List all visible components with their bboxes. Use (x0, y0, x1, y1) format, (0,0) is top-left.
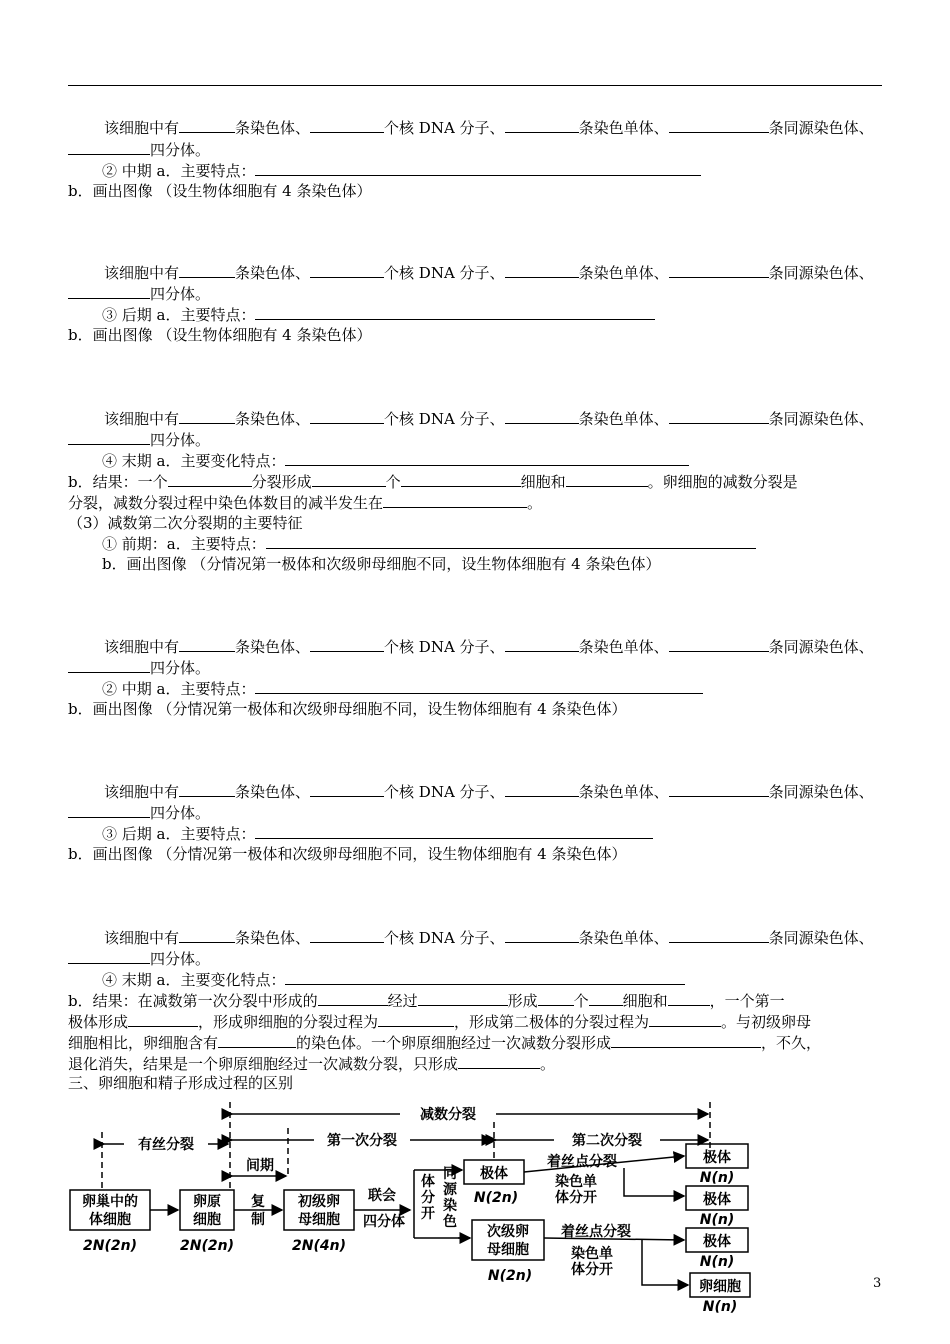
blank[interactable] (505, 117, 579, 133)
cell-text: 四分体。 (150, 141, 211, 159)
blank[interactable] (589, 990, 623, 1006)
result-text: 极体形成 (68, 1013, 129, 1031)
blank[interactable] (310, 117, 384, 133)
draw-line: b．画出图像 （分情况第一极体和次级卵母细胞不同，设生物体细胞有 4 条染色体） (102, 555, 661, 573)
section-title: （3）减数第二次分裂期的主要特征 (68, 514, 303, 532)
result-text: 的染色体。一个卵原细胞经过一次减数分裂形成 (296, 1034, 612, 1052)
result-line-3 (68, 1032, 821, 1053)
result-text: ，一个第一 (709, 992, 785, 1010)
blank[interactable] (418, 990, 508, 1006)
blank[interactable] (310, 636, 384, 652)
cell-text: 条同源染色体、 (768, 783, 874, 801)
cell-text: 条染色体、 (235, 929, 311, 947)
meiosis-label: 减数分裂 (420, 1107, 476, 1123)
cell-text: 条染色单体、 (578, 783, 669, 801)
centromere-label: 着丝点分裂 (561, 1224, 631, 1240)
blank[interactable] (68, 657, 150, 673)
page-number: 3 (873, 1276, 882, 1291)
result-text: 分裂形成 (251, 473, 312, 491)
blank[interactable] (378, 1011, 454, 1027)
anaphase-label: ③ 后期 a．主要特点： (102, 825, 256, 843)
blank[interactable] (255, 160, 701, 176)
second-division-label: 第二次分裂 (572, 1133, 642, 1149)
cell-text: 条同源染色体、 (768, 119, 874, 137)
blank[interactable] (179, 636, 235, 652)
blank[interactable] (128, 1011, 198, 1027)
cell-text: 条染色体、 (235, 783, 311, 801)
cell-text: 该细胞中有 (104, 638, 180, 656)
cell-text: 条同源染色体、 (768, 410, 874, 428)
blank[interactable] (611, 1032, 761, 1048)
blank[interactable] (68, 429, 150, 445)
prophase-label: ① 前期：a．主要特点： (102, 535, 266, 553)
blank[interactable] (649, 1011, 721, 1027)
cell-text: 条染色体、 (235, 638, 311, 656)
cell-count-line (68, 781, 874, 802)
blank[interactable] (669, 927, 769, 943)
tetrad-line (68, 657, 210, 678)
polar-n-label: N(2n) (473, 1190, 519, 1206)
homolog-label: 染 (443, 1198, 457, 1214)
egg-n-label: N(n) (702, 1299, 738, 1315)
oogonium-label: 细胞 (193, 1212, 221, 1228)
cell-text: 该细胞中有 (104, 410, 180, 428)
blank[interactable] (401, 471, 521, 487)
blank[interactable] (68, 948, 150, 964)
blank[interactable] (538, 990, 574, 1006)
blank[interactable] (168, 471, 252, 487)
metaphase-line (102, 160, 701, 181)
homolog-label: 同 (443, 1166, 457, 1182)
tetrad-label: 四分体 (363, 1214, 405, 1230)
blank[interactable] (218, 1032, 296, 1048)
cell-text: 该细胞中有 (104, 264, 180, 282)
tetrad-line (68, 283, 210, 304)
blank[interactable] (566, 471, 648, 487)
result-line-4 (68, 1053, 555, 1074)
metaphase-label: ② 中期 a．主要特点： (102, 162, 256, 180)
cell-text: 条染色单体、 (578, 410, 669, 428)
blank[interactable] (179, 781, 235, 797)
blank[interactable] (310, 927, 384, 943)
cell-text: 四分体。 (150, 285, 211, 303)
result-line-2 (68, 492, 542, 513)
blank[interactable] (179, 262, 235, 278)
cell-count-line (68, 408, 874, 429)
blank[interactable] (312, 471, 386, 487)
blank[interactable] (255, 304, 655, 320)
result-text: 。 (527, 494, 543, 512)
result-text: 。 (540, 1055, 556, 1073)
blank[interactable] (266, 533, 756, 549)
blank[interactable] (179, 117, 235, 133)
result-text: ，形成第二极体的分裂过程为 (454, 1013, 650, 1031)
metaphase-label: ② 中期 a．主要特点： (102, 680, 256, 698)
cell-text: 条染色体、 (235, 264, 311, 282)
primary-oocyte-label: 初级卵 (298, 1194, 340, 1210)
draw-line: b．画出图像 （分情况第一极体和次级卵母细胞不同，设生物体细胞有 4 条染色体） (68, 845, 627, 863)
cell-text: 四分体。 (150, 431, 211, 449)
cell-text: 四分体。 (150, 659, 211, 677)
blank[interactable] (505, 636, 579, 652)
result-line-2 (68, 1011, 811, 1032)
blank[interactable] (285, 969, 685, 985)
blank[interactable] (669, 117, 769, 133)
homolog-label: 色 (443, 1214, 457, 1230)
anaphase-label: ③ 后期 a．主要特点： (102, 306, 256, 324)
prophase-line (102, 533, 756, 554)
oogonium-n-label: 2N(2n) (180, 1238, 234, 1254)
blank[interactable] (505, 927, 579, 943)
cell-text: 条染色体、 (235, 410, 311, 428)
result-line (68, 990, 785, 1011)
cell-text: 条染色单体、 (578, 638, 669, 656)
ovary-cell-label: 体细胞 (89, 1212, 131, 1228)
blank[interactable] (285, 450, 689, 466)
polar-body-label: 极体 (703, 1150, 731, 1166)
egg-cell-label: 卵细胞 (699, 1279, 741, 1295)
cell-count-line (68, 117, 874, 138)
primary-n-label: 2N(4n) (292, 1238, 346, 1254)
result-text: 。与初级卵母 (721, 1013, 812, 1031)
polar-n-label: N(n) (699, 1254, 735, 1270)
cell-count-line (68, 636, 874, 657)
telophase-line (102, 450, 689, 471)
homolog-label: 源 (443, 1182, 457, 1198)
chromatid-label: 体分开 (555, 1190, 597, 1206)
cell-text: 条染色单体、 (578, 264, 669, 282)
secondary-oocyte-label: 母细胞 (487, 1242, 529, 1258)
result-text: 个 (385, 473, 401, 491)
blank[interactable] (669, 262, 769, 278)
ovary-cell-label: 卵巢中的 (82, 1194, 138, 1210)
cell-count-line (68, 927, 874, 948)
centromere-label: 着丝点分裂 (547, 1154, 617, 1170)
result-text: ，形成卵细胞的分裂过程为 (198, 1013, 379, 1031)
cell-text: 条染色体、 (235, 119, 311, 137)
cell-count-line (68, 262, 874, 283)
chromatid-label: 体分开 (571, 1262, 613, 1278)
polar-n-label: N(n) (699, 1170, 735, 1186)
cell-text: 四分体。 (150, 804, 211, 822)
blank[interactable] (255, 678, 703, 694)
cell-text: 条同源染色体、 (768, 929, 874, 947)
blank[interactable] (68, 139, 150, 155)
result-text: b．结果：一个 (68, 473, 168, 491)
polar-body-label: 极体 (480, 1166, 508, 1182)
blank[interactable] (310, 408, 384, 424)
cell-text: 个核 DNA 分子、 (384, 783, 505, 801)
result-text: 退化消失，结果是一个卵原细胞经过一次减数分裂，只形成 (68, 1055, 459, 1073)
tetrad-line (68, 139, 210, 160)
cell-text: 该细胞中有 (104, 119, 180, 137)
oogenesis-diagram (64, 1098, 764, 1318)
draw-line: b．画出图像 （设生物体细胞有 4 条染色体） (68, 182, 372, 200)
metaphase-line (102, 678, 703, 699)
blank[interactable] (68, 802, 150, 818)
result-text: ，不久， (761, 1034, 822, 1052)
telophase-line (102, 969, 685, 990)
blank[interactable] (68, 283, 150, 299)
cell-text: 个核 DNA 分子、 (384, 638, 505, 656)
result-text: 经过 (387, 992, 418, 1010)
polar-n-label: N(n) (699, 1212, 735, 1228)
result-text: 个 (573, 992, 589, 1010)
chromatid-label: 染色单 (571, 1246, 613, 1262)
cell-text: 四分体。 (150, 950, 211, 968)
blank[interactable] (505, 781, 579, 797)
cell-text: 该细胞中有 (104, 783, 180, 801)
synapsis-label: 联会 (368, 1188, 396, 1204)
blank[interactable] (505, 408, 579, 424)
blank[interactable] (383, 492, 527, 508)
tetrad-line (68, 948, 210, 969)
telophase-label: ④ 末期 a．主要变化特点： (102, 971, 286, 989)
blank[interactable] (255, 823, 653, 839)
tetrad-line (68, 429, 210, 450)
homolog-label: 分 (421, 1190, 435, 1206)
cell-text: 个核 DNA 分子、 (384, 119, 505, 137)
result-text: 细胞和 (622, 992, 668, 1010)
blank[interactable] (458, 1053, 540, 1069)
polar-body-label: 极体 (703, 1234, 731, 1250)
first-division-label: 第一次分裂 (327, 1133, 397, 1149)
result-text: 分裂，减数分裂过程中染色体数目的减半发生在 (68, 494, 384, 512)
blank[interactable] (669, 636, 769, 652)
header-rule (68, 85, 882, 86)
blank[interactable] (669, 781, 769, 797)
cell-text: 条同源染色体、 (768, 264, 874, 282)
interphase-label: 间期 (246, 1158, 274, 1174)
result-text: 形成 (507, 992, 538, 1010)
chromatid-label: 染色单 (555, 1174, 597, 1190)
blank[interactable] (310, 262, 384, 278)
copy-label: 复 (251, 1194, 265, 1210)
mitosis-label: 有丝分裂 (138, 1137, 194, 1153)
blank[interactable] (179, 408, 235, 424)
draw-line: b．画出图像 （设生物体细胞有 4 条染色体） (68, 326, 372, 344)
anaphase-line (102, 823, 653, 844)
secondary-n-label: N(2n) (487, 1268, 533, 1284)
cell-text: 条染色单体、 (578, 119, 669, 137)
polar-body-label: 极体 (703, 1192, 731, 1208)
section-3-title: 三、卵细胞和精子形成过程的区别 (68, 1074, 294, 1092)
secondary-oocyte-label: 次级卵 (487, 1224, 529, 1240)
ovary-n-label: 2N(2n) (83, 1238, 137, 1254)
copy-label: 制 (251, 1212, 265, 1228)
draw-line: b．画出图像 （分情况第一极体和次级卵母细胞不同，设生物体细胞有 4 条染色体） (68, 700, 627, 718)
cell-text: 条同源染色体、 (768, 638, 874, 656)
homolog-label: 体 (421, 1174, 435, 1190)
blank[interactable] (668, 990, 710, 1006)
blank[interactable] (505, 262, 579, 278)
telophase-label: ④ 末期 a．主要变化特点： (102, 452, 286, 470)
homolog-label: 开 (421, 1206, 435, 1222)
oogonium-label: 卵原 (193, 1194, 221, 1210)
blank[interactable] (179, 927, 235, 943)
result-text: b．结果：在减数第一次分裂中形成的 (68, 992, 318, 1010)
blank[interactable] (669, 408, 769, 424)
result-line (68, 471, 798, 492)
tetrad-line (68, 802, 210, 823)
anaphase-line (102, 304, 655, 325)
cell-text: 个核 DNA 分子、 (384, 410, 505, 428)
cell-text: 个核 DNA 分子、 (384, 929, 505, 947)
blank[interactable] (318, 990, 388, 1006)
cell-text: 个核 DNA 分子、 (384, 264, 505, 282)
cell-text: 该细胞中有 (104, 929, 180, 947)
blank[interactable] (310, 781, 384, 797)
primary-oocyte-label: 母细胞 (298, 1212, 340, 1228)
result-text: 细胞相比，卵细胞含有 (68, 1034, 219, 1052)
cell-text: 条染色单体、 (578, 929, 669, 947)
result-text: 细胞和 (520, 473, 566, 491)
result-text: 。卵细胞的减数分裂是 (647, 473, 798, 491)
